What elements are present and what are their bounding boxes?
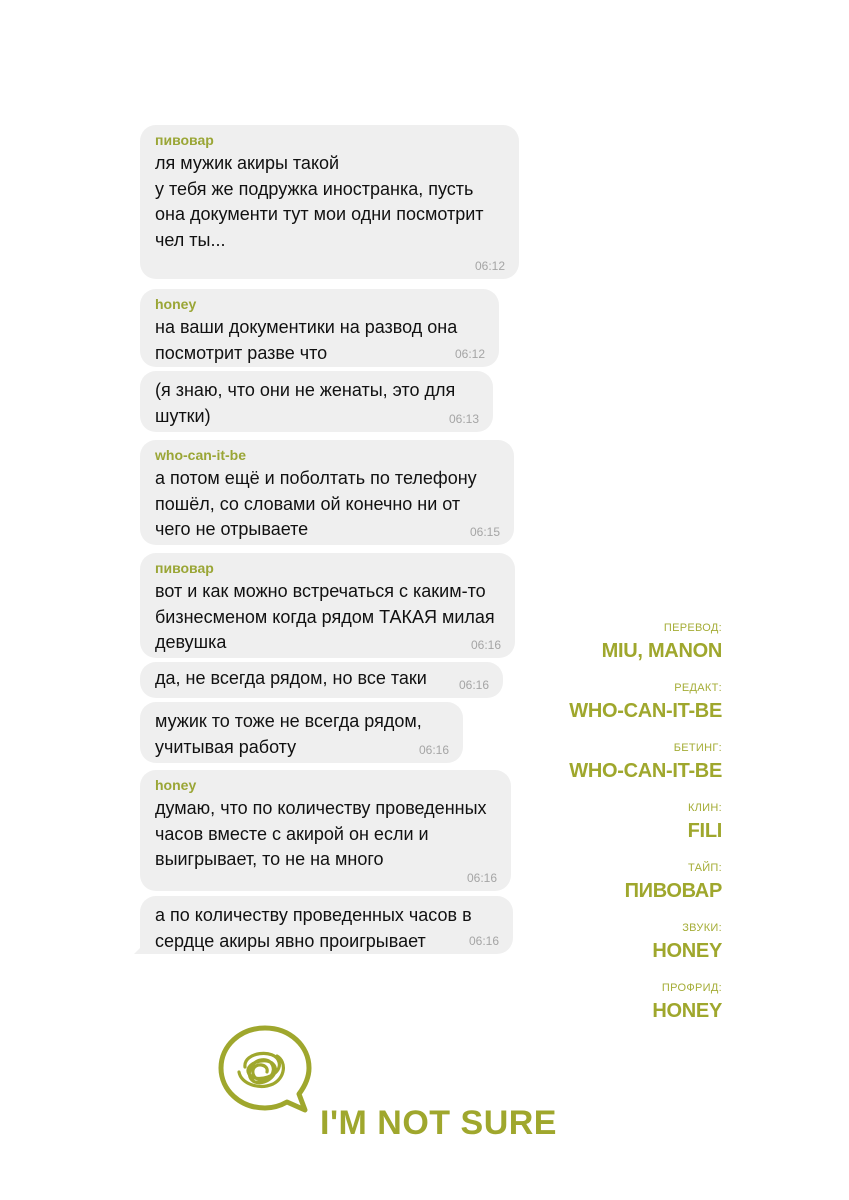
credit-role: ПЕРЕВОД: [663, 622, 722, 634]
logo-text: I'M NOT SURE [320, 1104, 557, 1142]
credit-name: HONEY [652, 940, 722, 962]
credit-role: ТАЙП: [687, 862, 722, 874]
message-bubble [140, 553, 515, 658]
message-text: мужик то тоже не всегда рядом, учитывая работу [155, 711, 422, 757]
message-time: 06:12 [474, 259, 505, 273]
message-text: да, не всегда рядом, но все таки [155, 668, 427, 688]
tangled-speech-bubble-icon [215, 1022, 315, 1122]
message-bubble [140, 662, 503, 698]
message-sender: пивовар [155, 132, 214, 148]
credit-name: ПИВОВАР [624, 880, 722, 902]
credit-name: HONEY [652, 1000, 722, 1022]
credit-role: РЕДАКТ: [674, 682, 722, 694]
credit-role: ПРОФРИД: [661, 982, 722, 994]
message-bubble [140, 896, 513, 954]
message-sender: пивовар [155, 560, 214, 576]
message-bubble [140, 371, 493, 432]
message-sender: honey [155, 777, 197, 793]
message-bubble [140, 702, 463, 763]
message-text: (я знаю, что они не женаты, это для шутки) [155, 380, 456, 426]
message-bubble [140, 289, 499, 367]
credit-name: MIU, MANON [601, 640, 722, 662]
credit-name: FILI [687, 820, 722, 842]
message-time: 06:13 [448, 412, 479, 426]
credit-name: WHO-CAN-IT-BE [569, 700, 722, 722]
message-time: 06:16 [468, 934, 499, 948]
message-sender: honey [155, 296, 197, 312]
credit-name: WHO-CAN-IT-BE [569, 760, 722, 782]
message-bubble [140, 440, 514, 545]
message-bubble [140, 125, 519, 279]
message-text: а потом ещё и поболтать по телефону пошёл, со словами ой конечно ни от чего не отрываете [155, 468, 477, 539]
message-time: 06:16 [458, 678, 489, 692]
message-time: 06:12 [454, 347, 485, 361]
credit-role: ЗВУКИ: [682, 922, 722, 934]
message-text: вот и как можно встречаться с каким-то бизнесменом когда рядом ТАКАЯ милая девушка [155, 581, 495, 652]
message-time: 06:16 [466, 871, 497, 885]
message-text: а по количеству проведенных часов в сердце акиры явно проигрывает [155, 905, 472, 951]
message-time: 06:15 [469, 525, 500, 539]
message-text: думаю, что по количеству проведенных часов вместе с акирой он если и выигрывает, то не на много [155, 798, 487, 869]
credit-role: БЕТИНГ: [673, 742, 722, 754]
message-time: 06:16 [418, 743, 449, 757]
message-time: 06:16 [470, 638, 501, 652]
credit-role: КЛИН: [687, 802, 722, 814]
message-bubble [140, 770, 511, 891]
message-text: на ваши документики на развод она посмотрит разве что [155, 317, 458, 363]
message-text: ля мужик акиры такой у тебя же подружка иностранка, пусть она документи тут мои одни посмотрит чел ты... [155, 153, 484, 250]
credits-block [522, 620, 722, 1040]
message-sender: who-can-it-be [155, 447, 246, 463]
